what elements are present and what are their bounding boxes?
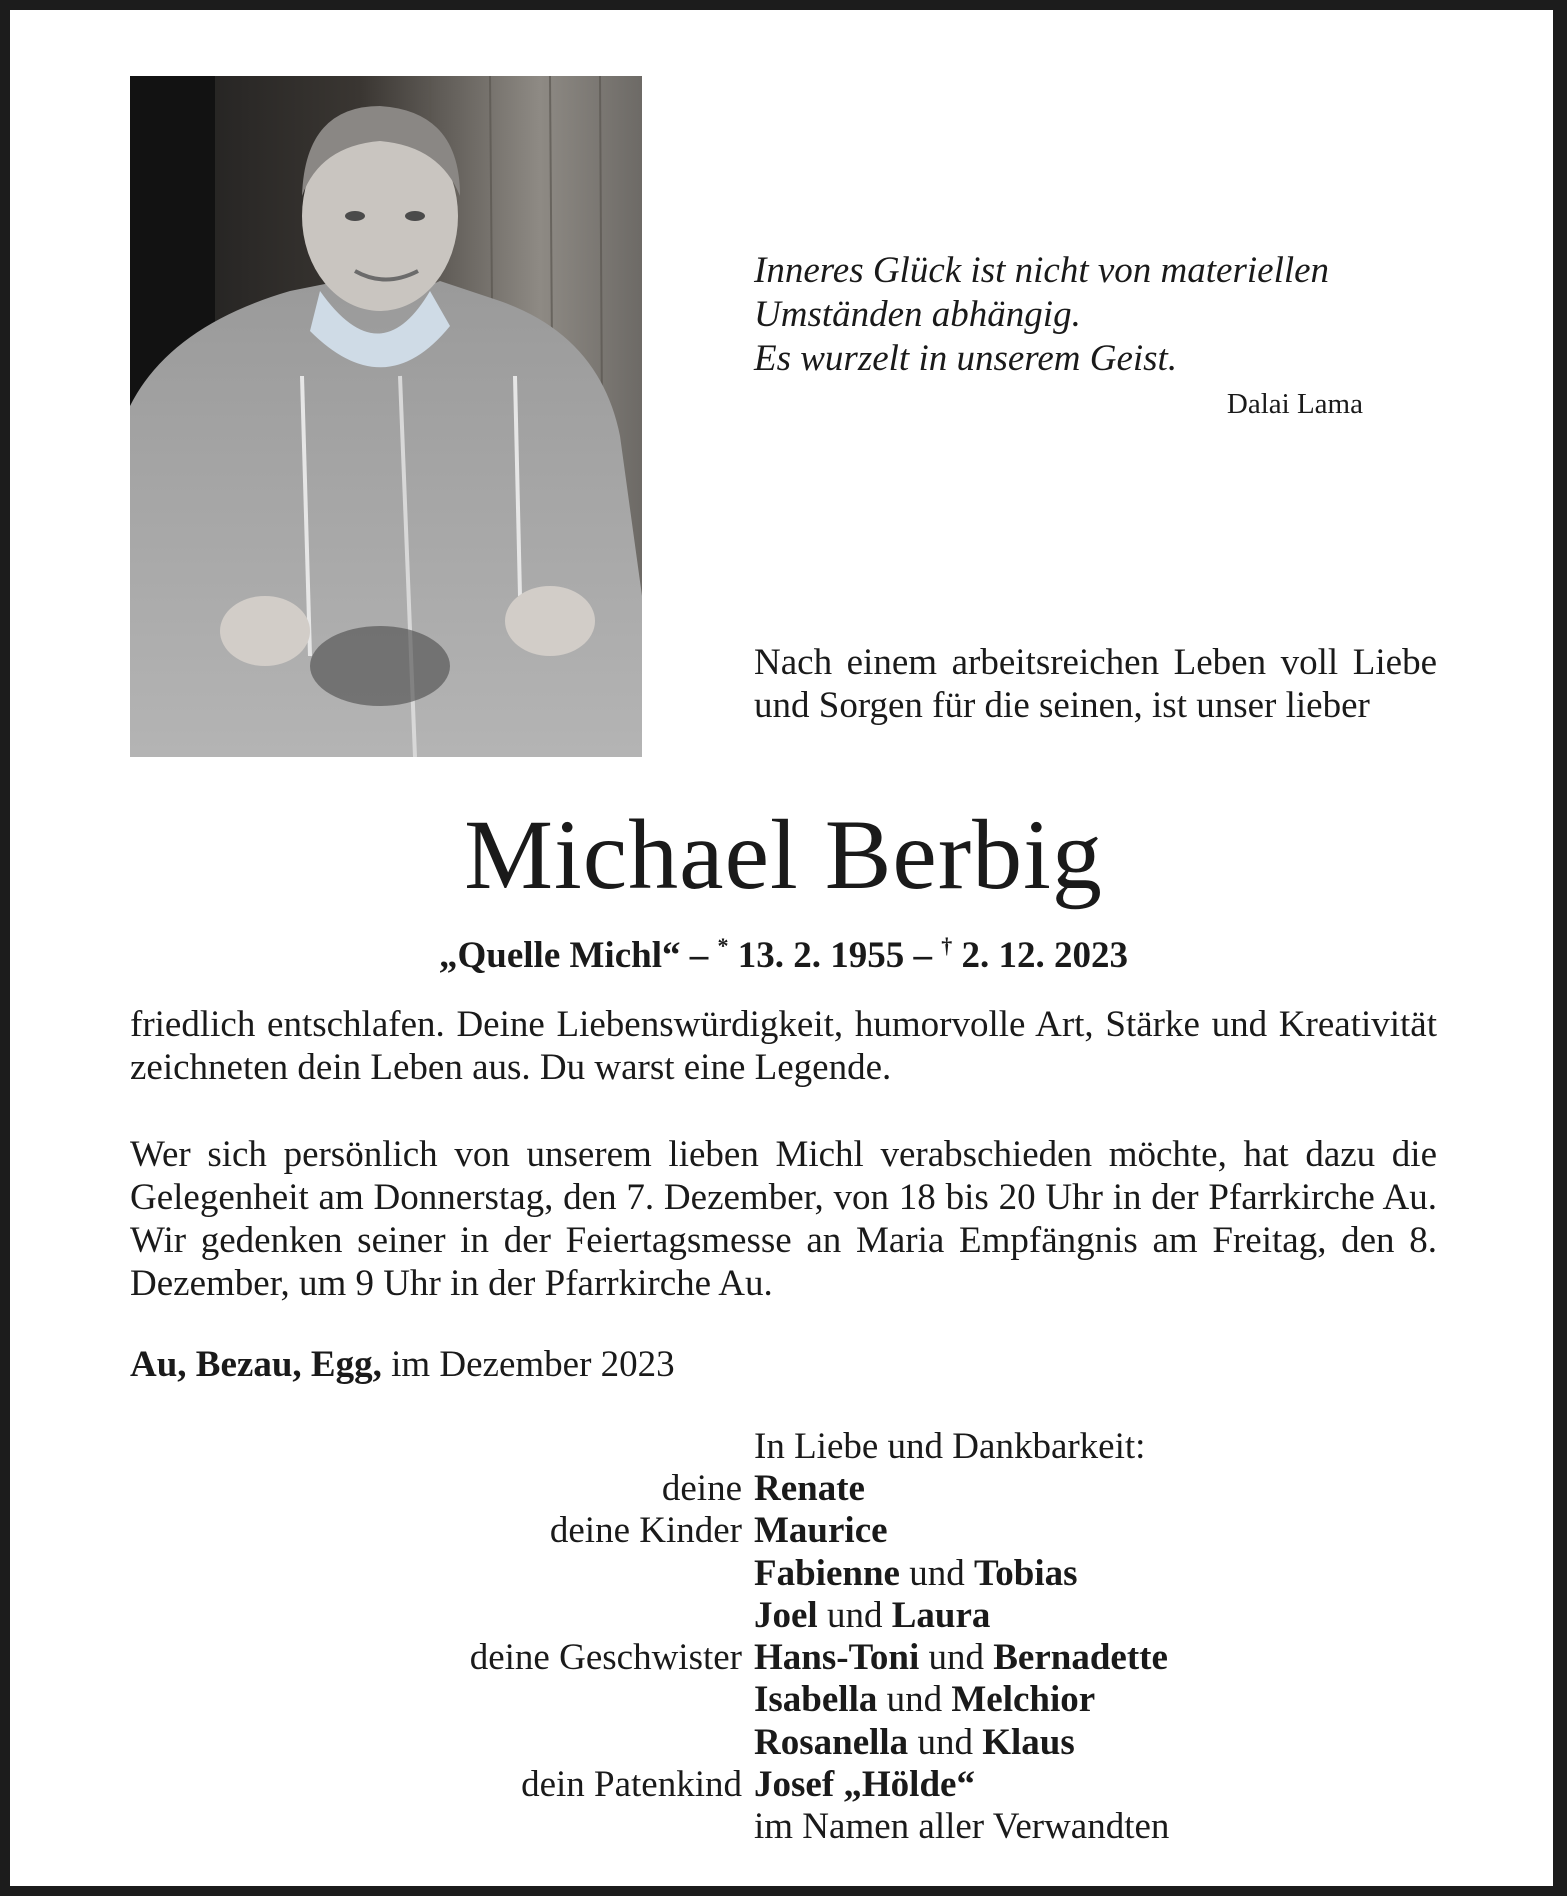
relation-label [130,1595,754,1637]
mourner-name: Fabienne [754,1552,900,1594]
thanks-line: In Liebe und Dankbarkeit: [754,1426,1146,1467]
signature-row [130,1510,1437,1552]
mourner-name: Maurice [754,1510,888,1552]
mourner-name: Klaus [982,1721,1075,1763]
deceased-name: Michael Berbig [464,799,1103,910]
quote-line: Umständen abhängig. [754,294,1081,335]
mourner-name: Renate [754,1468,865,1509]
farewell-paragraph: Wer sich persönlich von unserem lieben Michl verabschieden möchte, hat dazu die Gelegenheit am Donnerstag, den 7. Dezember, von 18 bis 20 Uhr in der Pfarrkirche Au. Wir gedenken seiner in der Feiertagsmesse an Maria Empfängnis am Freitag, den 8. Dezember, um 9 Uhr in der Pfarrkirche Au. [130,1134,1437,1304]
place-date [130,1343,675,1386]
relation-label: deine [661,1468,742,1509]
signature-row [130,1679,1437,1721]
relation-label: deine Kinder [549,1510,742,1552]
signature-row [130,1806,1437,1848]
conjunction: und [899,1552,974,1594]
birth-date: 13. 2. 1955 [728,935,905,976]
dash: – [904,935,942,976]
mourner-name: Melchior [951,1679,1096,1721]
mourner-name: Josef „Hölde“ [754,1764,975,1806]
signature-row [130,1553,1437,1595]
signature-row [130,1595,1437,1637]
signature-row [130,1637,1437,1679]
quote-author: Dalai Lama [1226,388,1363,420]
conjunction: und [919,1637,994,1679]
tribute-paragraph: friedlich entschlafen. Deine Liebenswürdigkeit, humorvolle Art, Stärke und Kreativität zeichneten dein Leben aus. Du warst eine Legende. [130,1004,1437,1088]
relation-label: dein Patenkind [521,1764,742,1806]
mourner-name: Laura [891,1594,991,1636]
closing-line: im Namen aller Verwandten [754,1806,1170,1848]
death-date: 2. 12. 2023 [952,935,1128,976]
quote [754,249,1404,381]
mourner-name: Tobias [973,1552,1078,1594]
portrait-photo [130,76,642,757]
conjunction: und [817,1594,892,1636]
mourner-name: Joel [754,1594,818,1636]
relation-label: deine Geschwister [469,1637,742,1679]
mourner-name: Bernadette [993,1637,1168,1679]
conjunction: und [908,1721,983,1763]
birth-symbol: * [717,933,729,958]
quote-line: Inneres Glück ist nicht von materiellen [754,250,1330,291]
relation-label [130,1553,754,1595]
date: im Dezember 2023 [381,1344,675,1385]
nickname: „Quelle Michl“ [439,935,681,976]
relation-label [130,1722,754,1764]
death-symbol: † [941,933,953,958]
mourner-name: Hans-Toni [754,1637,920,1679]
signature-row [130,1722,1437,1764]
conjunction: und [877,1679,952,1721]
mourner-name: Rosanella [754,1721,909,1763]
intro-text: Nach einem arbeitsreichen Leben voll Liebe und Sorgen für die seinen, ist unser lieber [754,642,1437,726]
life-dates [0,934,1567,978]
quote-line: Es wurzelt in unserem Geist. [754,338,1178,379]
relation-label [130,1679,754,1721]
mourner-name: Isabella [754,1679,878,1721]
signatures [130,1468,1437,1849]
dash: – [680,935,718,976]
towns: Au, Bezau, Egg, [130,1344,382,1385]
signature-row [130,1468,1437,1510]
signature-row [130,1764,1437,1806]
